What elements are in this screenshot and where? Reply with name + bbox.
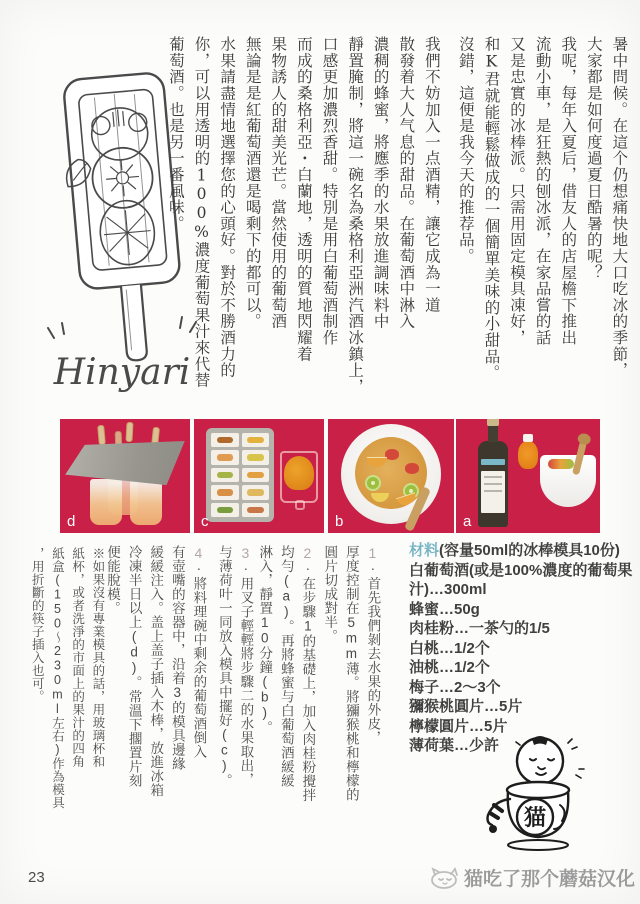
step-text: ·在步驟1的基礎上，加入肉桂粉攪拌 [300,561,316,802]
note-line: 紙杯，或者洗淨的市面上的果汁的四角 [70,547,85,768]
mold-cell [211,485,239,499]
step-line: 有壺嘴的容器中，沿着3的模具邊緣 [169,545,185,771]
step-line: 圓片切成對半。 [322,545,338,643]
popsicle-mold [130,479,162,525]
wooden-spoon [572,441,587,476]
material-item: 蜂蜜…50g [409,600,480,618]
intro-essay [161,36,634,410]
step-line: 緩緩注入。盖上盖子插入木棒，放進冰箱 [148,545,164,797]
step-line: 冷凍半日以上(d)。常溫下擱置片刻 [126,545,142,788]
material-item: 檸檬圓片…5片 [409,717,508,735]
fruit-in-bowl [548,459,574,469]
note-line: ※如果沒有專業模具的話，用玻璃杯和 [90,547,105,768]
step-line: 厚度控制在5mm薄。將獼猴桃和檸檬的 [343,545,359,802]
intro-line: 口感更加濃烈香甜。特別是用白葡萄酒制作 [320,36,339,346]
photo-molds-covered-with-slab [60,419,190,533]
material-item: 獼猴桃圓片…5片 [409,698,523,715]
mold-cell [242,485,270,499]
measuring-cup [280,451,318,503]
intro-line: 和K君就能輕鬆做成的一個簡單美味的小甜品。 [482,36,501,381]
photo-label: b [335,513,344,530]
bottle-label [481,471,505,513]
materials-subtitle: (容量50ml的冰棒模具10份) [439,542,620,559]
step-line: 均勻(a)。再將蜂蜜与白葡萄酒緩緩 [278,545,294,788]
bottle-neck [488,424,498,442]
step-line: 与薄荷叶一同放入模具中擺好(c)。 [216,545,232,788]
intro-line: 我呢，每年入夏后，借友人的店屋檐下推出 [559,36,578,346]
intro-line: 暑中問候。在這个仍想痛快地大口吃冰的季節， [610,36,629,379]
step-line: 淋入，靜置10分鐘(b)。 [257,545,273,735]
intro-line: 流動小車，是狂熱的刨冰派，在家品嘗的話 [533,36,552,346]
intro-line: 靜置腌制，將這一碗名為桑格利亞洲汽酒冰鎮上， [346,36,365,395]
note-line: 紙盒(150～230ml左右)作為模具 [50,547,65,809]
step-number: 1 [364,545,381,561]
photo-label: c [201,513,209,530]
bottle-band [481,459,505,465]
recipe-step-2 [253,545,319,817]
photo-marinating-fruit-bowl [328,419,454,533]
white-wine-bottle [478,441,508,527]
material-item: 薄荷葉…少許 [409,737,500,754]
mold-substitute-note [26,547,109,835]
mold-cell [211,450,239,464]
material-item: 白葡萄酒(或是100%濃度的葡萄果汁)…300ml [409,561,633,598]
note-line: ，用折斷的筷子插入也可。 [30,547,45,703]
intro-line: 果物誘人的甜美光芒。當然使用的葡萄酒 [269,36,288,330]
materials-title: 材料 [409,542,440,559]
photo-ingredients-wine-honey-bowl [456,419,600,533]
mold-cell [242,468,270,482]
kiwi-slice [365,475,381,491]
honey-bottle [518,441,538,469]
plum-piece [405,463,419,474]
recipe-step-4 [100,545,210,817]
photo-label: d [67,513,76,530]
step-line [188,545,208,817]
popsicle-mold [90,479,122,525]
cat-in-cup-icon [480,733,592,853]
mold-cell [242,433,270,447]
step-text: ·首先我們剝去水果的外皮， [365,561,381,745]
step-text: ·用叉子輕輕將步驟二的水果取出， [238,561,254,787]
material-item: 梅子…2～3个 [409,678,501,696]
mixing-bowl [540,455,596,507]
intro-line: 水果請盡情地選擇您的心頭好。對於不勝酒力的 [218,36,237,379]
intro-line: 又是忠實的冰棒派。只需用固定模具凍好， [508,36,527,346]
material-item: 白桃…1/2个 [409,639,490,657]
intro-line: 你，可以用透明的100%濃度葡萄果汁來代替 [192,36,211,389]
materials-list [409,541,638,756]
step-number: 4 [190,545,207,561]
mold-cell [211,503,239,517]
peach-slice [367,457,387,467]
intro-line: 我們不妨加入一点酒精，讓它成為一道 [422,36,441,314]
cat-face-icon [429,867,459,889]
intro-line: 濃稠的蜂蜜，將應季的水果放進調味料中 [371,36,390,330]
mold-cell [242,450,270,464]
watermark-text: 猫吃了那个蘑菇汉化 [463,869,635,890]
hinyari-caption: Hinyari [53,352,191,393]
step-line: 便能脫模。 [105,545,121,615]
translator-watermark [429,864,635,891]
photo-label: a [463,513,472,530]
recipe-step-1 [318,545,384,817]
mascot-character: 猫 [523,805,547,831]
intro-line: 而成的桑格利亞・白蘭地，透明的質地閃耀着 [294,36,313,362]
lemon-slice [371,493,389,502]
intro-line: 散發着大人气息的甜品。在葡萄酒中淋入 [397,36,416,330]
intro-line: 沒錯，這便是我今天的推荐品。 [456,36,475,265]
step-text: ·將料理碗中剩余的葡萄酒倒入 [191,561,207,759]
mascot-illustration [480,733,592,853]
mold-cell [211,433,239,447]
materials-header [409,541,638,561]
white-bowl [341,424,441,524]
intro-line: 大家都是如何度過夏日酷暑的呢？ [584,36,603,281]
material-item: 肉桂粉…一茶勺的1/5 [409,620,550,637]
page-number: 23 [28,869,45,886]
cup-handle [295,500,305,510]
mold-tray [206,428,274,522]
step-line [362,545,382,817]
bottle-cap [487,419,499,426]
step-number: 2 [299,545,316,561]
step-line [297,545,317,817]
step-number: 3 [237,545,254,561]
wine-honey-mixture [284,456,314,490]
photo-fruit-in-mold-tray [194,419,324,533]
plum-piece [385,449,399,460]
mold-cell [211,468,239,482]
mold-cell [242,503,270,517]
intro-line: 葡萄酒。也是另一番風味。 [166,36,185,232]
popsicle-stick [125,422,133,442]
intro-line: 無論是是紅葡萄酒還是喝剩下的都可以。 [243,36,262,330]
popsicle-stick [97,425,106,446]
material-item: 油桃…1/2个 [409,659,490,676]
recipe-step-3 [212,545,257,817]
step-line [235,545,255,817]
